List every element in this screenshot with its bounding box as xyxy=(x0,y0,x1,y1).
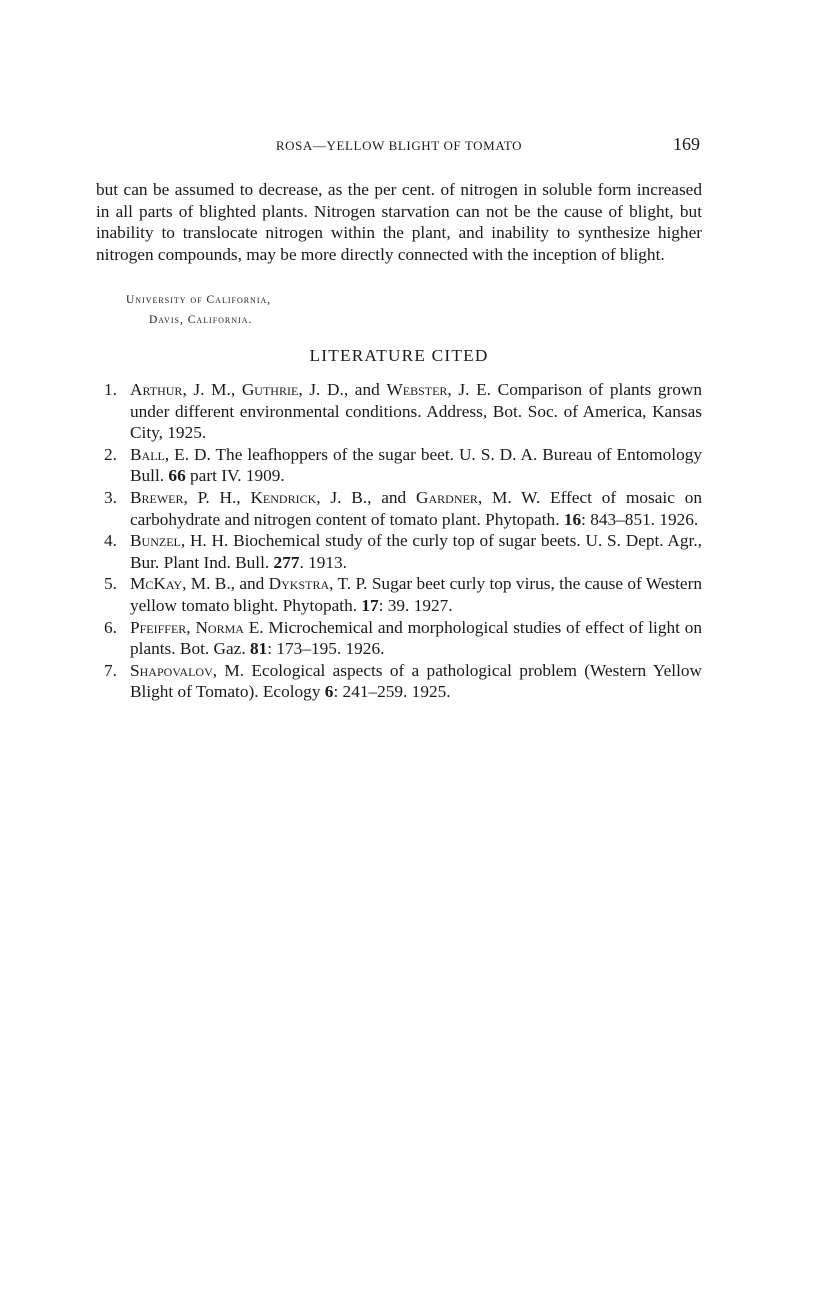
reference-text: , M. W. Effect of mosaic on carbohydrate and nitrogen content of tomato plant. Phytopath. xyxy=(130,487,703,529)
reference-text: : 241–259. 1925. xyxy=(333,682,451,702)
affiliation-institution: University of California, xyxy=(126,294,272,306)
page-number: 169 xyxy=(673,134,700,154)
reference-author: Gardner xyxy=(416,487,478,507)
reference-author: Brewer xyxy=(130,487,184,507)
running-title: ROSA—YELLOW BLIGHT OF TOMATO xyxy=(275,138,523,153)
reference-text: part IV. 1909. xyxy=(185,466,285,486)
reference-author: Guthrie xyxy=(241,380,299,399)
reference-number: 7. xyxy=(104,660,117,680)
reference-item-5 xyxy=(96,573,702,616)
reference-text: , H. H. Biochemical study of the curly top of sugar beets. U. S. Dept. Agr., Bur. Plant Ind. Bull. xyxy=(130,531,702,572)
reference-item-7 xyxy=(96,660,702,703)
reference-volume: 16 xyxy=(563,509,582,529)
reference-text: , xyxy=(186,617,196,637)
reference-text: . 1913. xyxy=(299,552,347,572)
reference-list xyxy=(96,379,702,703)
reference-author: Webster xyxy=(386,380,448,399)
reference-text: E. Microchemical and morphological studies of effect of light on plants. Bot. Gaz. xyxy=(130,617,703,659)
reference-text: , M. Ecological aspects of a pathological problem (Western Yellow Blight of Tomato). Ecology xyxy=(130,660,702,702)
reference-number: 5. xyxy=(104,574,117,594)
reference-text: , J. E. Comparison of plants grown under different environmental conditions. Address, Bot. Soc. of America, Kansas City, 1925. xyxy=(130,380,702,443)
reference-text: , E. D. The leafhoppers of the sugar beet. U. S. D. A. Bureau of Entomology Bull. xyxy=(130,444,702,486)
reference-item-2 xyxy=(96,444,702,487)
body-paragraph: but can be assumed to decrease, as the per cent. of nitrogen in soluble form increased in all parts of blighted plants. Nitrogen starvation can not be the cause of blight, but inability to translocate nitrogen within the plant, and inability to synthesize higher nitrogen compounds, may be more directly connected with the inception of blight. xyxy=(96,180,702,264)
reference-author: Ball xyxy=(130,444,165,464)
reference-author: Arthur xyxy=(130,380,183,399)
reference-item-6 xyxy=(96,617,702,660)
reference-text: , T. P. Sugar beet curly top virus, the cause of Western yellow tomato blight. Phytopath. xyxy=(130,574,702,615)
literature-cited-heading: LITERATURE CITED xyxy=(309,346,489,365)
reference-text: , J. D., and xyxy=(298,380,387,399)
page-header xyxy=(96,134,702,158)
reference-number: 3. xyxy=(104,487,117,507)
reference-volume: 66 xyxy=(168,466,186,486)
reference-volume: 81 xyxy=(250,639,268,659)
reference-volume: 277 xyxy=(273,552,300,572)
reference-author: Shapovalov xyxy=(130,660,213,680)
reference-author: Pfeiffer xyxy=(130,617,187,637)
reference-number: 4. xyxy=(104,531,117,551)
reference-author: Bunzel xyxy=(130,531,181,551)
reference-text: : 843–851. 1926. xyxy=(581,509,699,529)
reference-item-1 xyxy=(96,379,702,444)
reference-text: , P. H., xyxy=(183,487,251,507)
reference-text: : 173–195. 1926. xyxy=(267,639,385,659)
reference-author: McKay xyxy=(130,574,183,594)
reference-text: , J. B., and xyxy=(316,487,417,507)
reference-volume: 6 xyxy=(324,682,334,702)
reference-author: Kendrick xyxy=(250,487,317,507)
reference-text: , J. M., xyxy=(182,380,242,399)
reference-number: 6. xyxy=(104,617,117,637)
reference-author: Dykstra xyxy=(268,574,330,594)
reference-number: 2. xyxy=(104,444,117,464)
reference-text: , M. B., and xyxy=(182,574,269,594)
reference-text: : 39. 1927. xyxy=(378,595,453,615)
reference-volume: 17 xyxy=(361,595,379,615)
reference-item-4 xyxy=(96,530,702,573)
author-affiliation xyxy=(126,290,271,330)
reference-author: Norma xyxy=(195,617,244,637)
reference-number: 1. xyxy=(104,380,117,399)
reference-item-3 xyxy=(96,487,702,530)
affiliation-location: Davis, California. xyxy=(149,314,253,326)
